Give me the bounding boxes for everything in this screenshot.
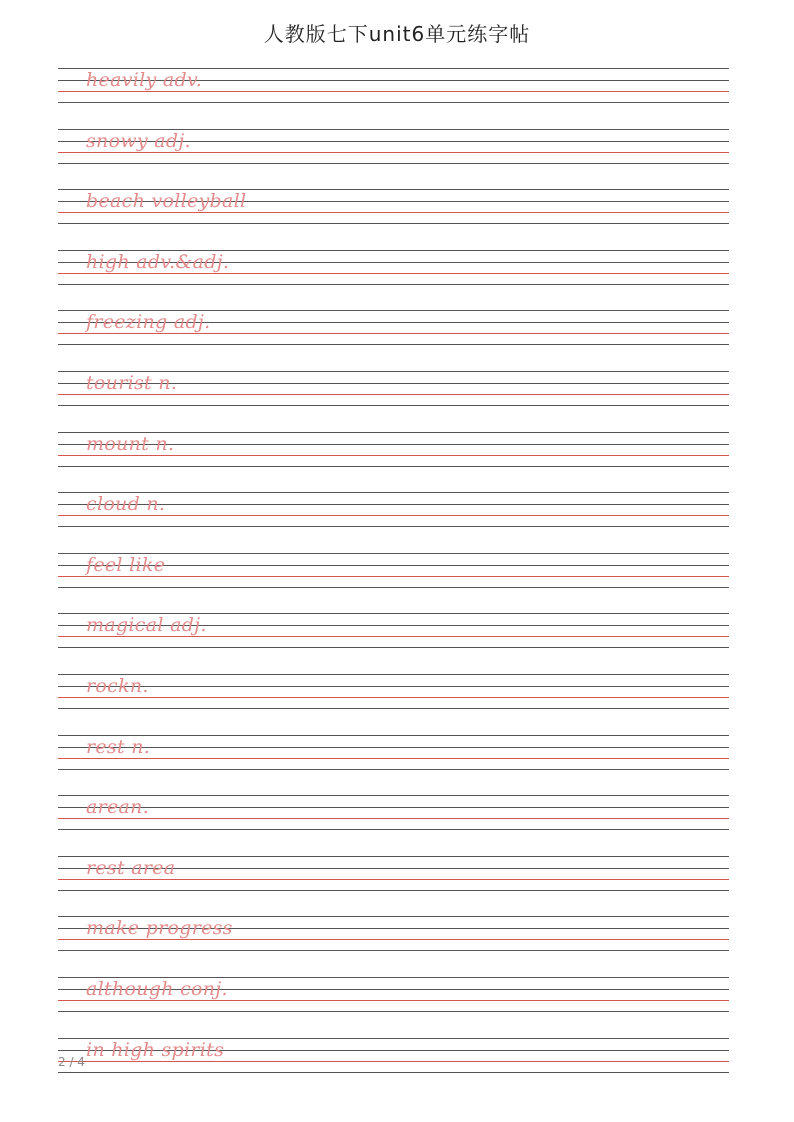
practice-row	[58, 977, 729, 1012]
base-line	[58, 1000, 729, 1001]
base-line	[58, 212, 729, 213]
practice-row	[58, 674, 729, 709]
base-line	[58, 152, 729, 153]
practice-word: magical adj.	[86, 614, 207, 637]
page-indicator: 2 / 4	[58, 1055, 85, 1069]
guide-line	[58, 587, 729, 588]
practice-row	[58, 129, 729, 164]
practice-word: heavily adv.	[86, 69, 203, 91]
practice-row	[58, 553, 729, 588]
base-line	[58, 333, 729, 334]
guide-line	[58, 647, 729, 648]
practice-row	[58, 250, 729, 285]
base-line	[58, 697, 729, 698]
base-line	[58, 455, 729, 456]
practice-row	[58, 189, 729, 224]
practice-word: rest area	[86, 856, 176, 879]
practice-word: feel like	[86, 553, 166, 576]
guide-line	[58, 102, 729, 103]
practice-word: high adv.&adj.	[86, 250, 230, 273]
practice-row	[58, 310, 729, 345]
guide-line	[58, 795, 729, 796]
guide-line	[58, 686, 729, 687]
practice-word: make progress	[86, 917, 233, 940]
base-line	[58, 273, 729, 274]
guide-line	[58, 950, 729, 951]
base-line	[58, 879, 729, 880]
practice-row	[58, 916, 729, 951]
guide-line	[58, 223, 729, 224]
page-title: 人教版七下unit6单元练字帖	[263, 22, 531, 46]
base-line	[58, 1061, 729, 1062]
practice-word: tourist n.	[86, 371, 178, 394]
practice-word: although conj.	[86, 977, 228, 1000]
guide-line	[58, 1072, 729, 1073]
base-line	[58, 394, 729, 395]
practice-row	[58, 371, 729, 406]
practice-row	[58, 856, 729, 891]
practice-word: mount n.	[86, 432, 175, 455]
base-line	[58, 939, 729, 940]
guide-line	[58, 735, 729, 736]
guide-line	[58, 708, 729, 709]
base-line	[58, 576, 729, 577]
practice-row	[58, 613, 729, 648]
base-line	[58, 91, 729, 92]
base-line	[58, 818, 729, 819]
practice-word: rest n.	[86, 735, 151, 758]
guide-line	[58, 466, 729, 467]
guide-line	[58, 674, 729, 675]
practice-row	[58, 68, 729, 103]
practice-row	[58, 492, 729, 527]
base-line	[58, 636, 729, 637]
guide-line	[58, 526, 729, 527]
guide-line	[58, 807, 729, 808]
guide-line	[58, 890, 729, 891]
practice-word: rockn.	[86, 674, 149, 697]
guide-line	[58, 344, 729, 345]
practice-word: beach volleyball	[86, 190, 247, 213]
practice-word: snowy adj.	[86, 129, 191, 152]
practice-row	[58, 1038, 729, 1073]
base-line	[58, 515, 729, 516]
practice-word: in high spirits	[86, 1038, 225, 1061]
guide-line	[58, 829, 729, 830]
guide-line	[58, 405, 729, 406]
guide-line	[58, 1011, 729, 1012]
guide-line	[58, 747, 729, 748]
practice-word: freezing adj.	[86, 311, 211, 334]
guide-line	[58, 163, 729, 164]
practice-word: arean.	[86, 796, 150, 819]
guide-line	[58, 284, 729, 285]
practice-row	[58, 735, 729, 770]
handwriting-sheet	[58, 68, 729, 1098]
practice-row	[58, 795, 729, 830]
practice-row	[58, 432, 729, 467]
guide-line	[58, 769, 729, 770]
base-line	[58, 758, 729, 759]
practice-word: cloud n.	[86, 493, 166, 516]
